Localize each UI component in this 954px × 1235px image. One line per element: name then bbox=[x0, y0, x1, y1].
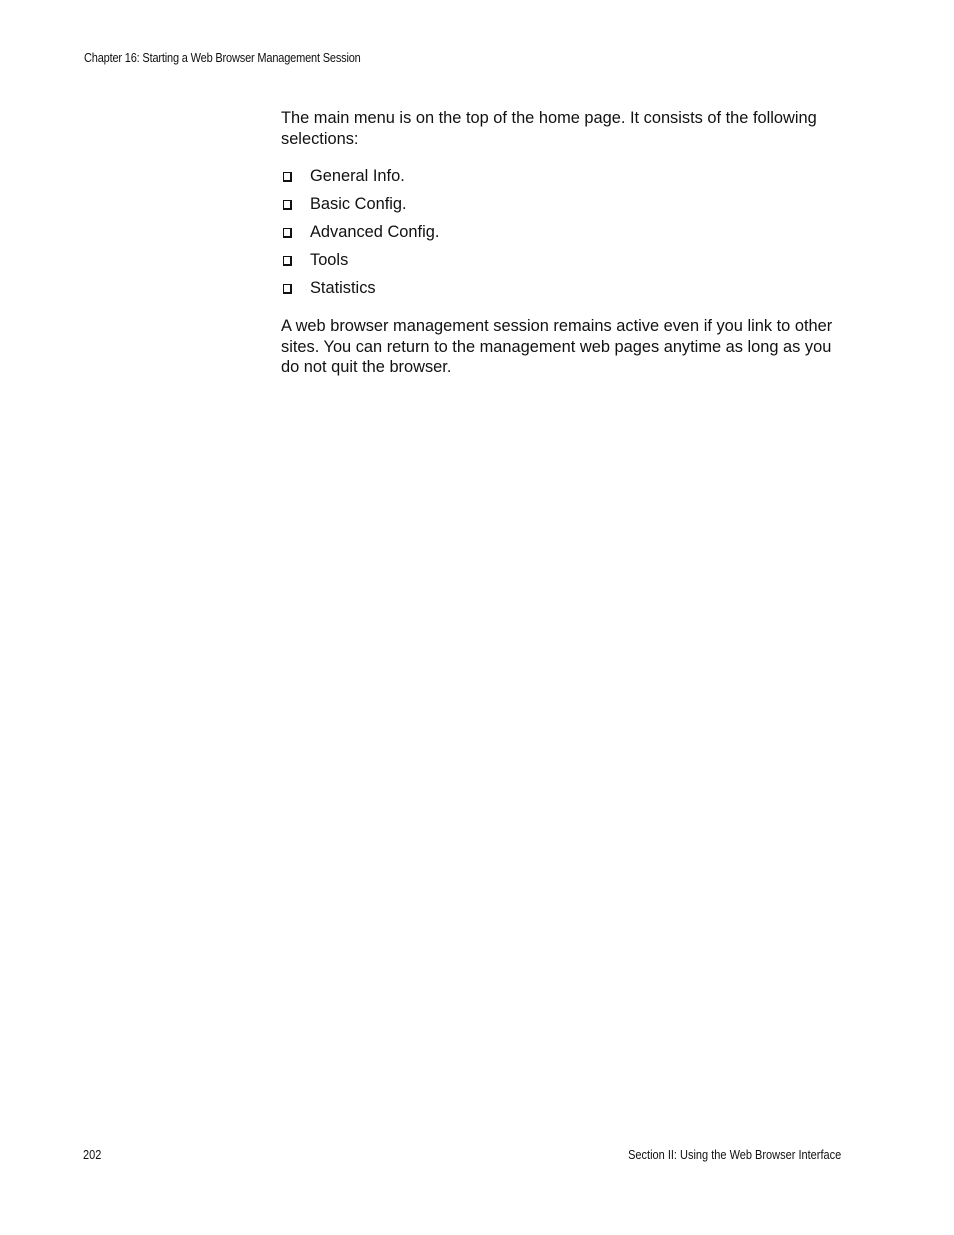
main-menu-list bbox=[281, 166, 439, 306]
list-item bbox=[281, 250, 439, 278]
square-bullet-icon bbox=[281, 222, 310, 242]
intro-paragraph: The main menu is on the top of the home page. It consists of the following selections: bbox=[281, 109, 817, 148]
page-number: 202 bbox=[83, 1148, 102, 1162]
footer-section-title: Section II: Using the Web Browser Interface bbox=[627, 1148, 841, 1162]
list-item-label: Advanced Config. bbox=[310, 223, 440, 241]
list-item bbox=[281, 166, 439, 194]
closing-paragraph: A web browser management session remains active even if you link to other sites. You can return to the management web pages anytime as long as you do not quit the browser. bbox=[281, 317, 833, 376]
square-bullet-icon bbox=[281, 166, 310, 186]
list-item-label: Tools bbox=[310, 251, 349, 269]
list-item-label: Basic Config. bbox=[310, 195, 407, 213]
list-item bbox=[281, 222, 439, 250]
running-header: Chapter 16: Starting a Web Browser Management Session bbox=[84, 51, 361, 65]
list-item-label: Statistics bbox=[310, 279, 376, 297]
list-item-label: General Info. bbox=[310, 167, 405, 185]
list-item bbox=[281, 278, 439, 306]
square-bullet-icon bbox=[281, 278, 310, 298]
list-item bbox=[281, 194, 439, 222]
square-bullet-icon bbox=[281, 250, 310, 270]
square-bullet-icon bbox=[281, 194, 310, 214]
